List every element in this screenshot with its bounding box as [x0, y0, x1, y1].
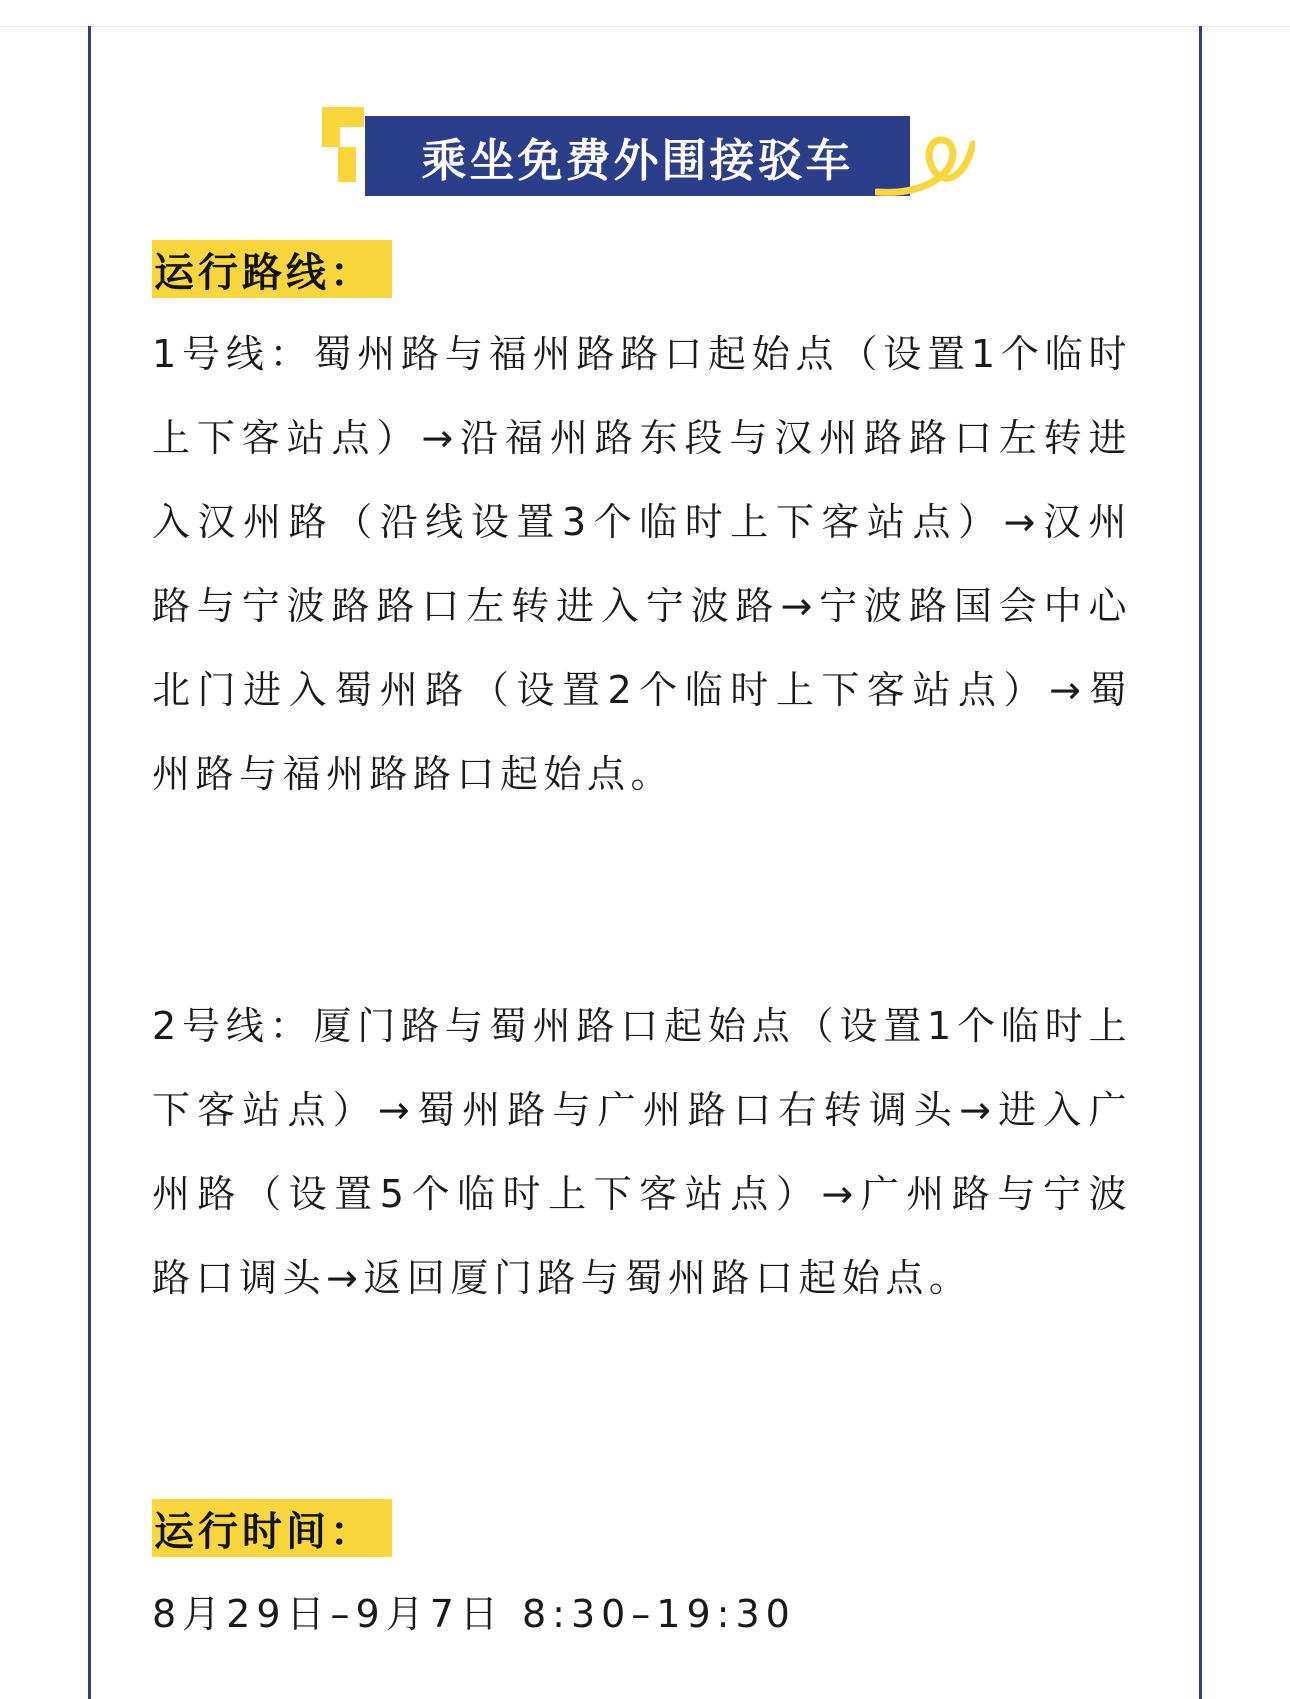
banner-bracket-decoration	[322, 107, 364, 182]
swirl-icon	[875, 122, 975, 198]
page-title: 乘坐免费外围接驳车	[421, 133, 854, 187]
top-divider	[0, 26, 1290, 27]
route-section-label: 运行路线：	[152, 240, 392, 298]
route-line-2: 2号线：厦门路与蜀州路口起始点（设置1个临时上下客站点）→蜀州路与广州路口右转调头→进入广州路（设置5个临时上下客站点）→广州路与宁波路口调头→返回厦门路与蜀州路口起始点。	[152, 1004, 1132, 1300]
title-banner	[365, 116, 910, 196]
frame-left-border	[88, 26, 91, 1699]
frame-right-border	[1199, 26, 1202, 1699]
time-section-label: 运行时间：	[152, 1499, 392, 1557]
operating-time: 8月29日–9月7日 8:30–19:30	[152, 1592, 796, 1636]
route-line-1: 1号线：蜀州路与福州路路口起始点（设置1个临时上下客站点）→沿福州路东段与汉州路路口左转进入汉州路（沿线设置3个临时上下客站点）→汉州路与宁波路路口左转进入宁波路→宁波路国会中心北门进入蜀州路（设置2个临时上下客站点）→蜀州路与福州路路口起始点。	[152, 332, 1132, 796]
